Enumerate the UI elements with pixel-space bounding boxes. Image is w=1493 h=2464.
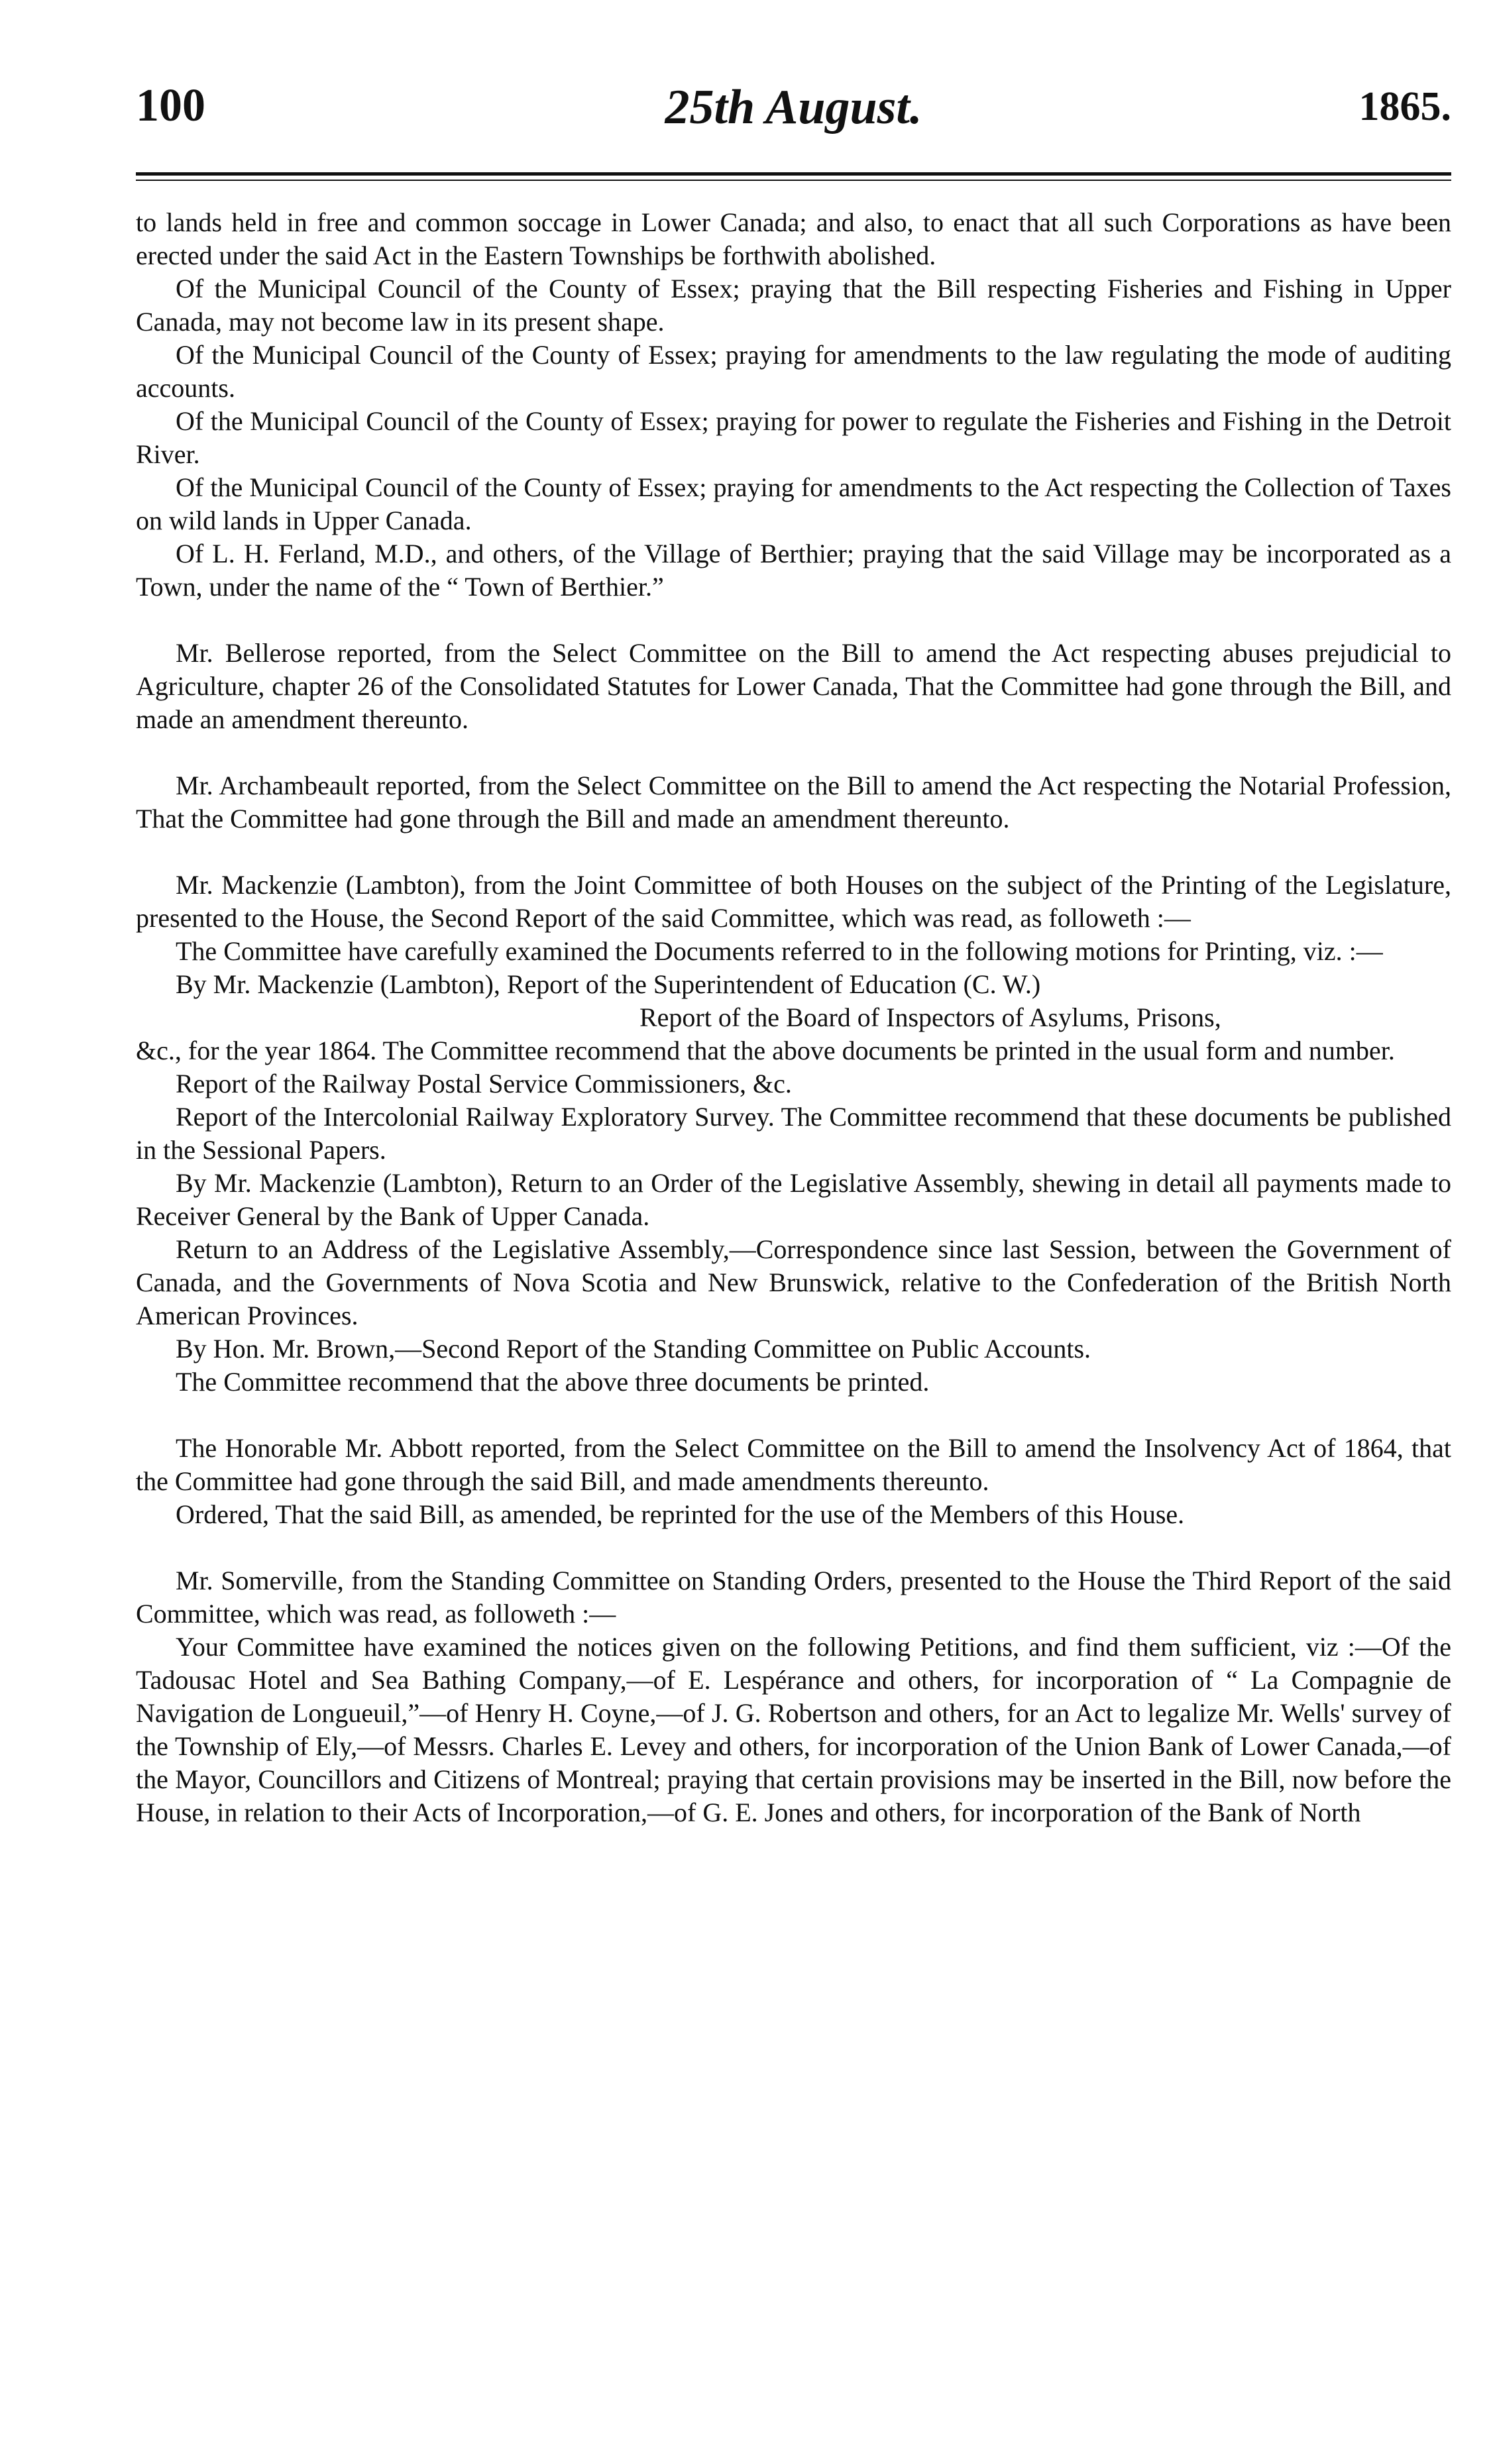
paragraph: Of L. H. Ferland, M.D., and others, of the Village of Berthier; praying that the said Village may be incorporated as a Town, under the name of the “ Town of Berthier.” — [136, 539, 1451, 602]
paragraph: Mr. Mackenzie (Lambton), from the Joint Committee of both Houses on the subject of the Printing of the Legislature, presented to the House, the Second Report of the said Committee, which was read, as followeth :— — [136, 870, 1451, 933]
paragraph: Of the Municipal Council of the County of Essex; praying for amendments to the Act respecting the Collection of Taxes on wild lands in Upper Canada. — [136, 472, 1451, 535]
paragraph: Mr. Bellerose reported, from the Select Committee on the Bill to amend the Act respecting abuses prejudicial to Agriculture, chapter 26 of the Consolidated Statutes for Lower Canada, That the Committee had gone through the Bill, and made an amendment thereunto. — [136, 638, 1451, 734]
paragraph: Of the Municipal Council of the County of Essex; praying that the Bill respecting Fisheries and Fishing in Upper Canada, may not become law in its present shape. — [136, 274, 1451, 337]
paragraph: Mr. Somerville, from the Standing Committee on Standing Orders, presented to the House the Third Report of the said Committee, which was read, as followeth :— — [136, 1566, 1451, 1629]
paragraph: Mr. Archambeault reported, from the Select Committee on the Bill to amend the Act respecting the Notarial Profession, That the Committee had gone through the Bill and made an amendment thereunto. — [136, 771, 1451, 833]
paragraph: Ordered, That the said Bill, as amended, be reprinted for the use of the Members of this House. — [176, 1499, 1185, 1529]
paragraph: &c., for the year 1864. The Committee recommend that the above documents be printed in the usual form and number. — [136, 1036, 1395, 1065]
journal-body — [136, 206, 1451, 1829]
paragraph: Report of the Railway Postal Service Commissioners, &c. — [176, 1069, 792, 1098]
header-year: 1865. — [1358, 84, 1451, 129]
running-header — [136, 80, 1451, 146]
header-rule — [136, 172, 1451, 181]
header-date: 25th August. — [665, 80, 922, 134]
paragraph: Of the Municipal Council of the County of Essex; praying for power to regulate the Fisheries and Fishing in the Detroit River. — [136, 406, 1451, 469]
page-number: 100 — [136, 80, 205, 131]
paragraph: Of the Municipal Council of the County of Essex; praying for amendments to the law regulating the mode of auditing accounts. — [136, 340, 1451, 403]
paragraph: The Committee recommend that the above three documents be printed. — [176, 1367, 930, 1397]
paragraph: Return to an Address of the Legislative Assembly,—Correspondence since last Session, between the Government of Canada, and the Governments of Nova Scotia and New Brunswick, relative to the Confederation of the British North American Provinces. — [136, 1234, 1451, 1330]
document-page — [136, 80, 1451, 1829]
paragraph: The Honorable Mr. Abbott reported, from the Select Committee on the Bill to amend the Insolvency Act of 1864, that the Committee had gone through the said Bill, and made amendments thereunto. — [136, 1433, 1451, 1496]
paragraph: to lands held in free and common soccage in Lower Canada; and also, to enact that all such Corporations as have been erected under the said Act in the Eastern Townships be forthwith abolished. — [136, 207, 1451, 270]
paragraph: By Hon. Mr. Brown,—Second Report of the Standing Committee on Public Accounts. — [176, 1334, 1091, 1364]
paragraph: Your Committee have examined the notices given on the following Petitions, and find them sufficient, viz :—Of the Tadousac Hotel and Sea Bathing Company,—of E. Lespérance and others, for incorporation of “ La Compagnie de Navigation de Longueuil,”—of Henry H. Coyne,—of J. G. Robertson and others, for an Act to legalize Mr. Wells' survey of the Township of Ely,—of Messrs. Charles E. Levey and others, for incorporation of the Union Bank of Lower Canada,—of the Mayor, Councillors and Citizens of Montreal; praying that certain provisions may be inserted in the Bill, now before the House, in relation to their Acts of Incorporation,—of G. E. Jones and others, for incorporation of the Bank of North — [136, 1632, 1451, 1827]
paragraph: The Committee have carefully examined the Documents referred to in the following motions for Printing, viz. :— — [176, 936, 1383, 966]
paragraph: By Mr. Mackenzie (Lambton), Report of the Superintendent of Education (C. W.) — [176, 969, 1041, 999]
paragraph: Report of the Board of Inspectors of Asylums, Prisons, — [639, 1002, 1221, 1032]
paragraph: Report of the Intercolonial Railway Exploratory Survey. The Committee recommend that these documents be published in the Sessional Papers. — [136, 1102, 1451, 1165]
paragraph: By Mr. Mackenzie (Lambton), Return to an Order of the Legislative Assembly, shewing in detail all payments made to Receiver General by the Bank of Upper Canada. — [136, 1168, 1451, 1231]
